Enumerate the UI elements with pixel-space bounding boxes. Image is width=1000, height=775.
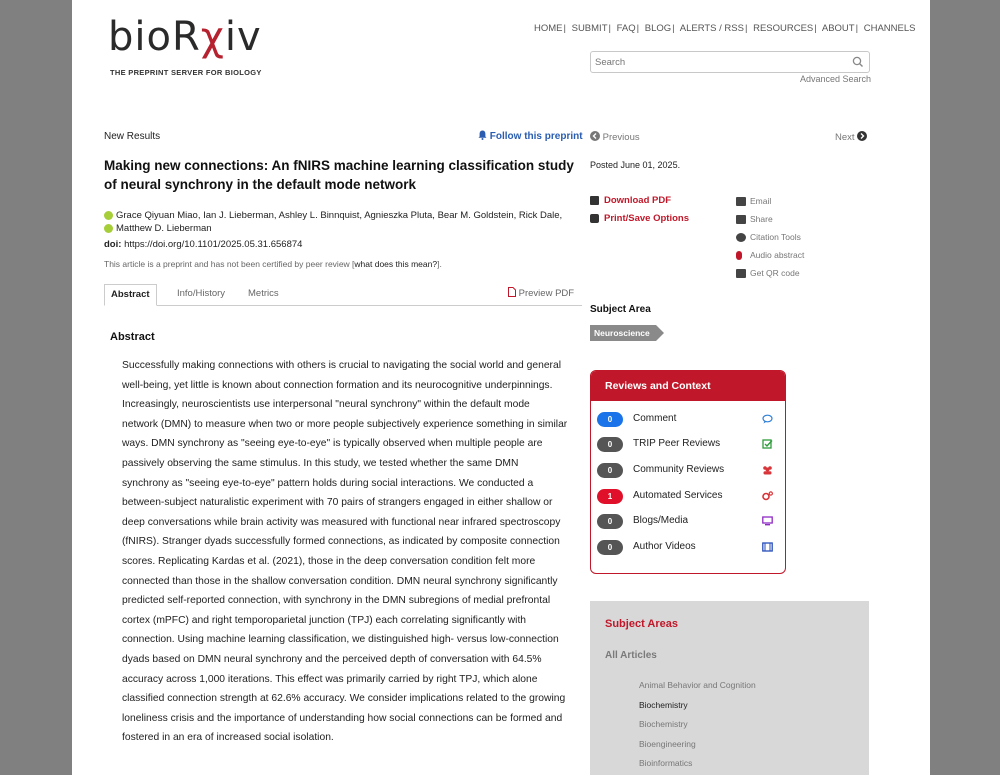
bell-icon — [478, 130, 487, 140]
citation-tools-link[interactable] — [736, 231, 804, 249]
previous-label: Previous — [602, 132, 640, 143]
reviews-context-panel — [590, 370, 786, 574]
tab-metrics[interactable]: Metrics — [248, 288, 279, 299]
monitor-icon — [762, 516, 773, 526]
nav-submit[interactable]: SUBMIT — [571, 23, 608, 34]
reviews-context-title: Reviews and Context — [591, 371, 785, 401]
all-articles-link[interactable]: All Articles — [605, 650, 657, 661]
nav-resources[interactable]: RESOURCES — [753, 23, 814, 34]
what-does-this-mean-link[interactable]: what does this mean? — [354, 259, 438, 269]
citation-tools-label: Citation Tools — [750, 232, 801, 242]
qr-code-label: Get QR code — [750, 268, 800, 278]
authors-line2[interactable]: Matthew D. Lieberman — [116, 223, 212, 234]
count-badge: 1 — [597, 489, 623, 504]
nav-about[interactable]: ABOUT — [821, 23, 855, 34]
count-badge: 0 — [597, 540, 623, 555]
doi-link[interactable]: https://doi.org/10.1101/2025.05.31.656874 — [124, 239, 303, 250]
print-save-label: Print/Save Options — [604, 213, 689, 224]
review-row-trip[interactable] — [597, 435, 777, 453]
share-label: Share — [750, 214, 773, 224]
doi-label: doi: — [104, 239, 122, 250]
subject-areas-title: Subject Areas — [605, 618, 678, 630]
nav-home[interactable]: HOME — [534, 23, 563, 34]
share-icon — [736, 215, 746, 224]
next-link[interactable] — [835, 131, 867, 143]
nav-blog[interactable]: BLOG — [644, 23, 672, 34]
follow-preprint-link[interactable] — [478, 130, 583, 142]
subject-item[interactable]: Biochemistry — [639, 719, 688, 730]
posted-date: Posted June 01, 2025. — [590, 160, 681, 170]
review-row-blogs[interactable] — [597, 512, 777, 530]
review-row-community[interactable] — [597, 461, 777, 479]
download-pdf-link[interactable] — [590, 195, 689, 213]
nav-channels[interactable]: CHANNELS — [863, 23, 916, 34]
review-row-comment[interactable] — [597, 410, 777, 428]
subject-item-current[interactable]: Biochemistry — [639, 699, 688, 710]
count-badge: 0 — [597, 437, 623, 452]
review-label: Author Videos — [633, 541, 696, 552]
follow-label: Follow this preprint — [489, 131, 583, 142]
qr-code-link[interactable] — [736, 267, 804, 285]
search-input[interactable] — [591, 54, 839, 72]
count-badge: 0 — [597, 412, 623, 427]
subject-item[interactable]: Bioengineering — [639, 738, 696, 749]
audio-abstract-link[interactable] — [736, 249, 804, 267]
email-link[interactable] — [736, 195, 804, 213]
globe-icon — [736, 233, 746, 242]
review-row-videos[interactable] — [597, 538, 777, 556]
subject-item[interactable]: Animal Behavior and Cognition — [639, 680, 756, 690]
download-label: Download PDF — [604, 195, 672, 206]
peer-review-notice — [104, 259, 442, 269]
arrow-left-icon — [590, 131, 600, 141]
subject-list — [639, 679, 756, 775]
count-badge: 0 — [597, 514, 623, 529]
tab-abstract[interactable]: Abstract — [104, 284, 157, 306]
abstract-text: Successfully making connections with others is crucial to navigating the social world and general well-being, yet little is known about connection formation and its neurocognitive underpinnings. Increasingly, neuroscientists use interpersonal "neural synchrony" within the default mode network (DMN) to measure when two or more people subjectively experience something in similar ways. DMN synchrony as "seeing eye-to-eye" is typically observed when multiple people are passively observing the same stimulus. In this study, we tested whether the same DMN synchrony as "seeing eye-to-eye" pattern holds during social interactions. We conducted a between-subject naturalistic experiment with 70 pairs of strangers engaged in either shallow or deep conversations while brain activity was measured with functional near infrared spectroscopy (fNIRS). Stranger dyads successfully formed connections, as indicated by composite connection scores. Replicating Kardas et al. (2021), those in the deep conversation condition felt more connected than those in the shallow conversation condition. DMN neural synchrony significantly predicted self-reported connection, with synchrony in the DMN subregions of medial prefrontal cortex (mPFC) and right temporoparietal junction (TPJ) each correlating significantly with connection. Using machine learning classification, we distinguished high- versus low-connection dyads based on DMN neural synchrony and the perceived depth of conversation with 64.5% accuracy across 1,000 iterations. This effect was primarily carried by right TPJ, which alone classified connection strength at 62.6% accuracy. We consider implications related to the growing loneliness crisis and the importance of understanding how social connections can be formed and fostered in an era of increased social isolation. — [122, 360, 568, 744]
biorxiv-logo[interactable]: bioRχiv — [108, 14, 262, 60]
download-icon — [590, 196, 599, 205]
orcid-icon[interactable] — [104, 224, 113, 233]
authors-line1[interactable]: Grace Qiyuan Miao, Ian J. Lieberman, Ashley L. Binnquist, Agnieszka Pluta, Bear M. Goldstein, Rick Dale, — [116, 210, 563, 221]
page — [72, 0, 930, 775]
review-label: Community Reviews — [633, 464, 725, 475]
advanced-search-link[interactable]: Advanced Search — [800, 74, 872, 84]
previous-link[interactable] — [590, 131, 640, 143]
subject-areas-panel — [590, 601, 869, 775]
review-label: Automated Services — [633, 490, 723, 501]
logo-tagline: THE PREPRINT SERVER FOR BIOLOGY — [110, 68, 262, 77]
preview-pdf-link[interactable] — [508, 284, 574, 304]
author-list — [104, 209, 564, 235]
tab-info-history[interactable]: Info/History — [177, 288, 226, 299]
doi — [104, 239, 302, 250]
article-tabs — [104, 284, 582, 306]
users-icon — [762, 465, 773, 475]
article-section: New Results — [104, 131, 161, 142]
envelope-icon — [736, 197, 746, 206]
microphone-icon — [736, 251, 742, 260]
comment-icon — [762, 414, 773, 424]
film-icon — [762, 542, 773, 552]
pdf-actions — [590, 195, 689, 231]
share-link[interactable] — [736, 213, 804, 231]
count-badge: 0 — [597, 463, 623, 478]
nav-alerts[interactable]: ALERTS / RSS — [679, 23, 744, 34]
search-icon[interactable] — [851, 55, 865, 69]
orcid-icon[interactable] — [104, 211, 113, 220]
checkbox-icon — [762, 439, 773, 449]
share-tools — [736, 195, 804, 285]
print-save-options-link[interactable] — [590, 213, 689, 231]
review-label: TRIP Peer Reviews — [633, 438, 721, 449]
abstract-heading: Abstract — [110, 331, 155, 343]
subject-item[interactable]: Bioinformatics — [639, 758, 693, 769]
pdf-file-icon — [508, 287, 516, 297]
gears-icon — [762, 491, 773, 501]
review-label: Comment — [633, 413, 677, 424]
notice-end: ]. — [437, 259, 442, 269]
next-label: Next — [835, 132, 855, 143]
audio-abstract-label: Audio abstract — [750, 250, 805, 260]
search-box — [590, 51, 870, 73]
article-title: Making new connections: An fNIRS machine learning classification study of neural synchrony in the default mode network — [104, 158, 574, 192]
subject-tag[interactable]: Neuroscience — [590, 325, 656, 341]
arrow-right-icon — [857, 131, 867, 141]
subject-area-label: Subject Area — [590, 304, 651, 315]
notice-text: This article is a preprint and has not been certified by peer review [ — [104, 259, 355, 269]
dropdown-icon — [590, 214, 599, 223]
review-row-automated[interactable] — [597, 487, 777, 505]
review-label: Blogs/Media — [633, 515, 689, 526]
nav-faq[interactable]: FAQ — [616, 23, 636, 34]
top-nav: HOME| SUBMIT| FAQ| BLOG| ALERTS / RSS| RESOURCES| ABOUT| CHANNELS — [534, 23, 916, 34]
email-label: Email — [750, 196, 772, 206]
preview-pdf-label: Preview PDF — [518, 288, 575, 299]
qr-code-icon — [736, 269, 746, 278]
